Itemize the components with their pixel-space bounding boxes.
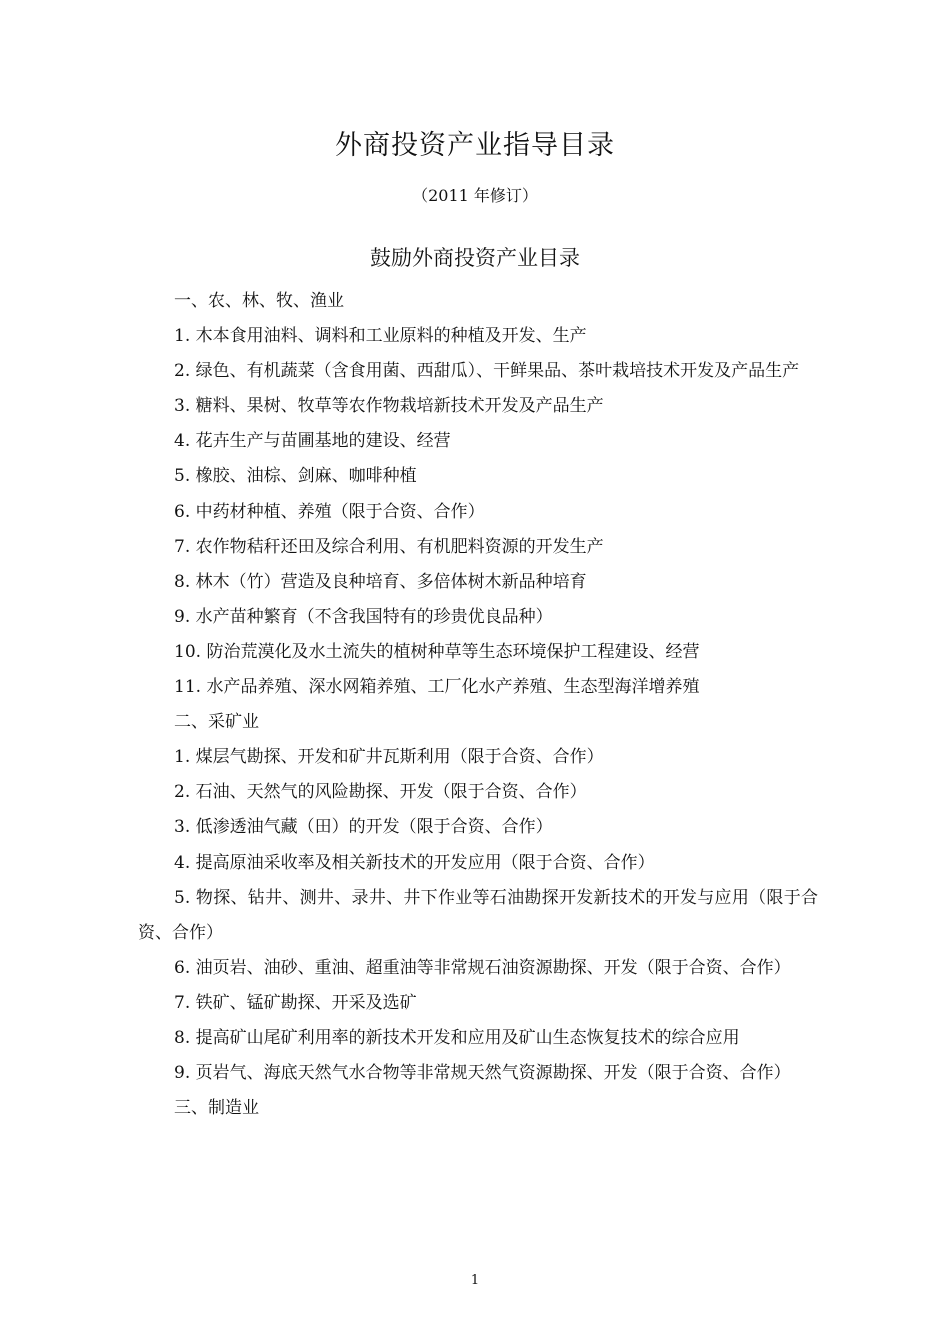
- list-item: 7. 农作物秸秆还田及综合利用、有机肥料资源的开发生产: [174, 536, 604, 557]
- list-item: 8. 林木（竹）营造及良种培育、多倍体树木新品种培育: [174, 571, 587, 592]
- list-item: 2. 绿色、有机蔬菜（含食用菌、西甜瓜）、干鲜果品、茶叶栽培技术开发及产品生产: [174, 361, 800, 382]
- category-heading: 三、制造业: [174, 1098, 259, 1119]
- list-item: 6. 油页岩、油砂、重油、超重油等非常规石油资源勘探、开发（限于合资、合作）: [174, 957, 791, 978]
- list-item: 7. 铁矿、锰矿勘探、开采及选矿: [174, 992, 417, 1013]
- document-body: [138, 284, 818, 1126]
- list-item: 9. 水产苗种繁育（不含我国特有的珍贵优良品种）: [174, 606, 553, 627]
- list-item: 1. 煤层气勘探、开发和矿井瓦斯利用（限于合资、合作）: [174, 747, 604, 768]
- list-item: 2. 石油、天然气的风险勘探、开发（限于合资、合作）: [174, 782, 587, 803]
- list-item: 6. 中药材种植、养殖（限于合资、合作）: [174, 501, 485, 522]
- list-item: 5. 物探、钻井、测井、录井、井下作业等石油勘探开发新技术的开发与应用（限于合资、合作）: [138, 887, 818, 943]
- list-item: 4. 花卉生产与苗圃基地的建设、经营: [174, 431, 451, 452]
- list-item: 9. 页岩气、海底天然气水合物等非常规天然气资源勘探、开发（限于合资、合作）: [174, 1063, 791, 1084]
- document-subtitle: （2011 年修订）: [412, 186, 538, 205]
- document-title: 外商投资产业指导目录: [335, 130, 615, 161]
- list-item: 10. 防治荒漠化及水土流失的植树种草等生态环境保护工程建设、经营: [174, 641, 700, 662]
- category-heading: 一、农、林、牧、渔业: [174, 291, 344, 311]
- list-item: 3. 低渗透油气藏（田）的开发（限于合资、合作）: [174, 817, 553, 838]
- list-item: 5. 橡胶、油棕、剑麻、咖啡种植: [174, 466, 417, 487]
- page-number: 1: [470, 1273, 480, 1288]
- category-heading: 二、采矿业: [174, 712, 259, 733]
- list-item: 11. 水产品养殖、深水网箱养殖、工厂化水产养殖、生态型海洋增养殖: [174, 677, 700, 698]
- list-item: 3. 糖料、果树、牧草等农作物栽培新技术开发及产品生产: [174, 396, 604, 417]
- list-item: 4. 提高原油采收率及相关新技术的开发应用（限于合资、合作）: [174, 852, 655, 873]
- section-title: 鼓励外商投资产业目录: [370, 246, 580, 270]
- list-item: 8. 提高矿山尾矿利用率的新技术开发和应用及矿山生态恢复技术的综合应用: [174, 1027, 740, 1048]
- list-item: 1. 木本食用油料、调料和工业原料的种植及开发、生产: [174, 326, 587, 347]
